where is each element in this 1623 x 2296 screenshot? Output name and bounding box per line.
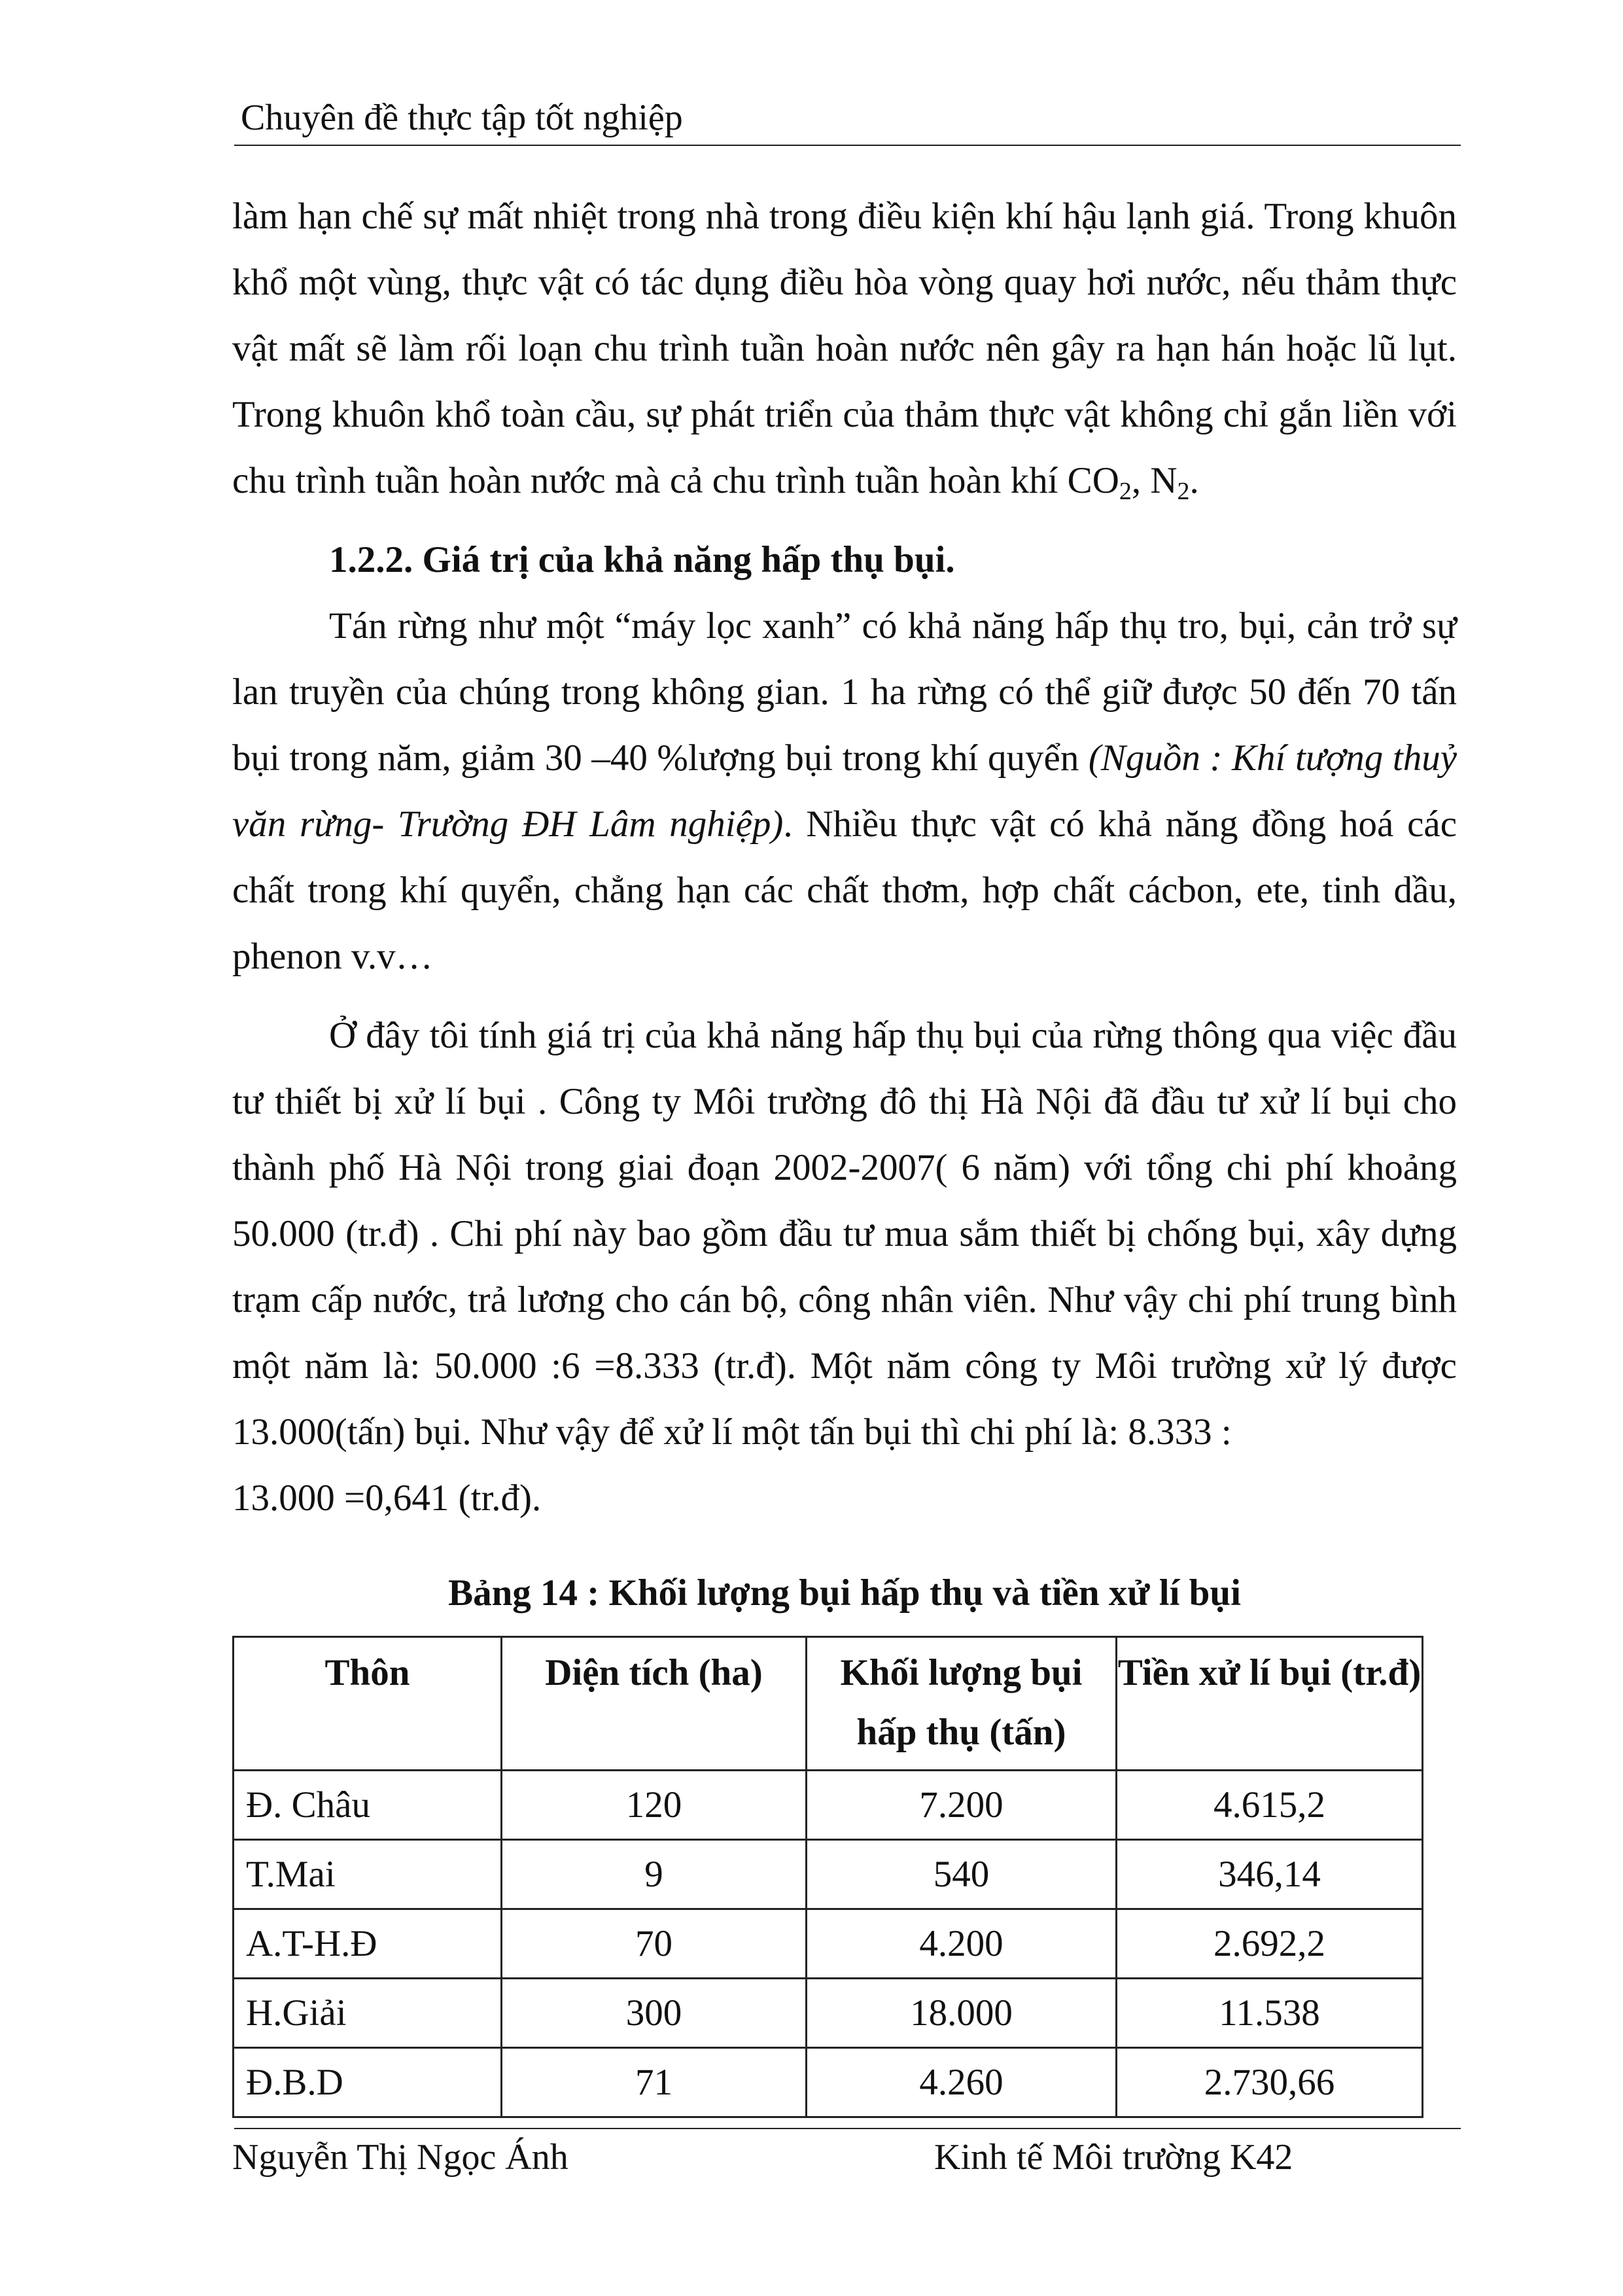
paragraph-green-filter [232, 593, 1457, 989]
cell-village: H.Giải [234, 1979, 502, 2048]
cell-dust-volume: 540 [807, 1840, 1117, 1909]
source-citation: (Nguồn : Khí tượng thuỷ văn rừng- Trường ĐH Lâm nghiệp) [232, 737, 1457, 845]
cell-treatment-cost: 11.538 [1117, 1979, 1423, 2048]
paragraph-green-filter-text-end: . Nhiều thực vật có khả năng đồng hoá các chất trong khí quyển, chẳng hạn các chất thơm, hợp chất cácbon, ete, tinh dầu, phenon v.v… [232, 804, 1457, 977]
paragraph-climate-text-n2: , N [1131, 460, 1178, 501]
cell-area: 71 [502, 2048, 807, 2117]
table-title: Bảng 14 : Khối lượng bụi hấp thụ và tiền xử lí bụi [448, 1572, 1241, 1614]
table-row [234, 1771, 1423, 1840]
table-row [234, 1909, 1423, 1979]
paragraph-cost-result: 13.000 =0,641 (tr.đ). [232, 1477, 542, 1519]
subscript-2: 2 [1177, 478, 1190, 505]
paragraph-green-filter-text: Tán rừng như một “máy lọc xanh” có khả năng hấp thụ tro, bụi, cản trở sự lan truyền của chúng trong không gian. 1 ha rừng có thể giữ được 50 đến 70 tấn bụi trong năm, giảm 30 –40 %lượng bụi trong khí quyển [232, 605, 1457, 779]
cell-village: T.Mai [234, 1840, 502, 1909]
table-header-row [234, 1637, 1423, 1771]
header-divider [234, 145, 1461, 146]
cell-treatment-cost: 2.730,66 [1117, 2048, 1423, 2117]
header-treatment-cost: Tiền xử lí bụi (tr.đ) [1117, 1637, 1423, 1771]
cell-area: 9 [502, 1840, 807, 1909]
subscript-2: 2 [1119, 478, 1132, 505]
header-village: Thôn [234, 1637, 502, 1771]
paragraph-climate-end: . [1189, 460, 1199, 501]
cell-treatment-cost: 346,14 [1117, 1840, 1423, 1909]
cell-area: 300 [502, 1979, 807, 2048]
cell-dust-volume: 4.200 [807, 1909, 1117, 1979]
footer-class: Kinh tế Môi trường K42 [934, 2137, 1293, 2178]
table-row [234, 1840, 1423, 1909]
cell-village: Đ. Châu [234, 1771, 502, 1840]
document-body [232, 183, 1457, 1531]
paragraph-climate-text: làm hạn chế sự mất nhiệt trong nhà trong điều kiện khí hậu lạnh giá. Trong khuôn khổ một vùng, thực vật có tác dụng điều hòa vòng quay hơi nước, nếu thảm thực vật mất sẽ làm rối loạn chu trình tuần hoàn nước nên gây ra hạn hán hoặc lũ lụt. Trong khuôn khổ toàn cầu, sự phát triển của thảm thực vật không chỉ gắn liền với chu trình tuần hoàn nước mà cả chu trình tuần hoàn khí CO [232, 196, 1457, 501]
footer-divider [234, 2128, 1461, 2129]
cell-area: 120 [502, 1771, 807, 1840]
footer-author: Nguyễn Thị Ngọc Ánh [232, 2137, 568, 2178]
cell-village: Đ.B.D [234, 2048, 502, 2117]
cell-treatment-cost: 2.692,2 [1117, 1909, 1423, 1979]
cell-dust-volume: 18.000 [807, 1979, 1117, 2048]
table-row [234, 2048, 1423, 2117]
header-area: Diện tích (ha) [502, 1637, 807, 1771]
paragraph-climate [232, 183, 1457, 514]
section-heading: 1.2.2. Giá trị của khả năng hấp thụ bụi. [329, 539, 955, 580]
page-header-title: Chuyên đề thực tập tốt nghiệp [241, 97, 683, 138]
cell-dust-volume: 4.260 [807, 2048, 1117, 2117]
cell-village: A.T-H.Đ [234, 1909, 502, 1979]
dust-absorption-table [232, 1636, 1423, 2118]
table-row [234, 1979, 1423, 2048]
header-dust-volume: Khối lượng bụi hấp thụ (tấn) [807, 1637, 1117, 1771]
cell-dust-volume: 7.200 [807, 1771, 1117, 1840]
paragraph-cost-calculation: Ở đây tôi tính giá trị của khả năng hấp thụ bụi của rừng thông qua việc đầu tư thiết bị xử lí bụi . Công ty Môi trường đô thị Hà Nội đã đầu tư xử lí bụi cho thành phố Hà Nội trong giai đoạn 2002-2007( 6 năm) với tổng chi phí khoảng 50.000 (tr.đ) . Chi phí này bao gồm đầu tư mua sắm thiết bị chống bụi, xây dựng trạm cấp nước, trả lương cho cán bộ, công nhân viên. Như vậy chi phí trung bình một năm là: 50.000 :6 =8.333 (tr.đ). Một năm công ty Môi trường xử lý được 13.000(tấn) bụi. Như vậy để xử lí một tấn bụi thì chi phí là: 8.333 : [232, 1015, 1457, 1453]
cell-area: 70 [502, 1909, 807, 1979]
cell-treatment-cost: 4.615,2 [1117, 1771, 1423, 1840]
